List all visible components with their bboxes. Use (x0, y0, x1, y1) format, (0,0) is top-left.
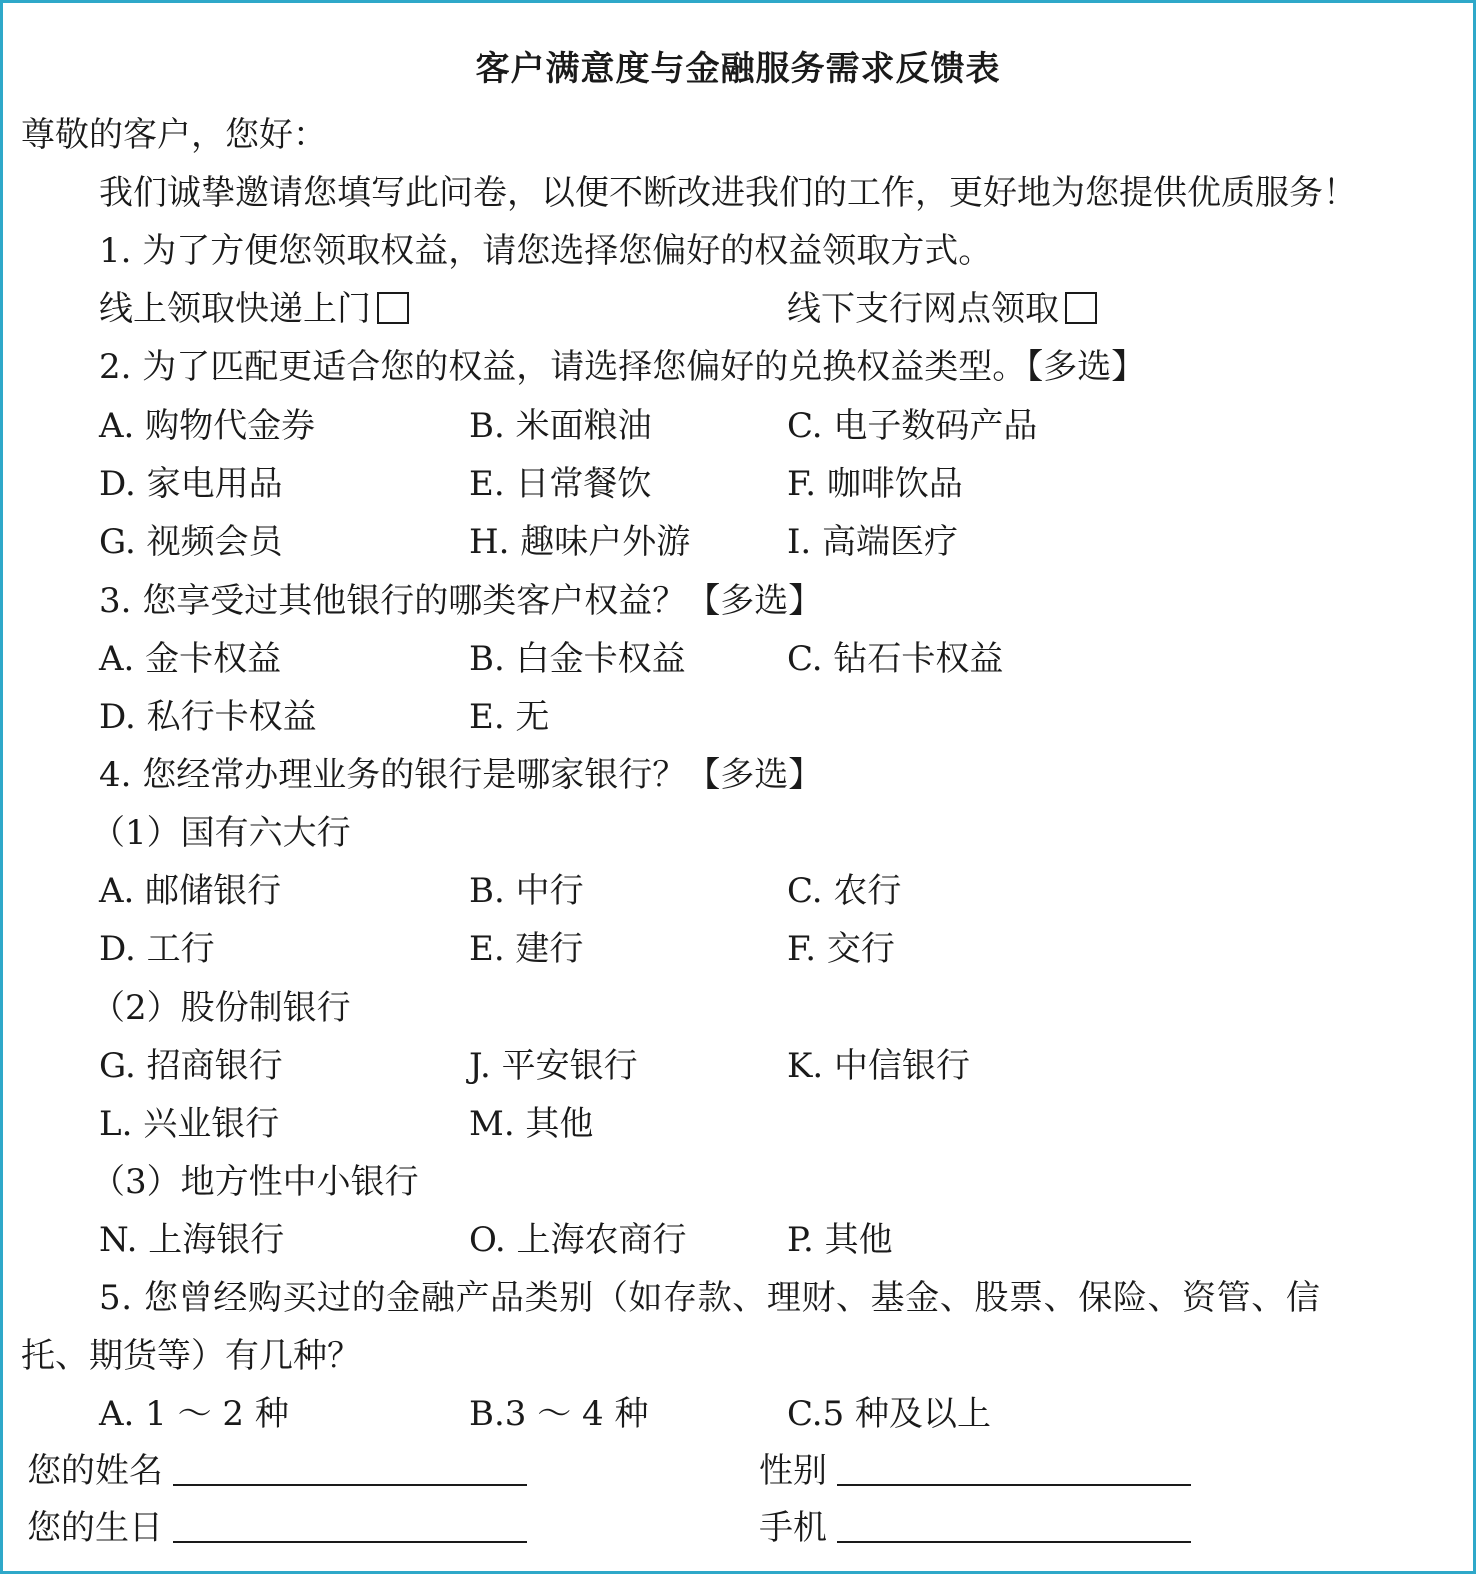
q4-option-k[interactable]: K. 中信银行 (787, 1046, 971, 1086)
birthday-label: 您的生日 (27, 1508, 163, 1548)
phone-field (759, 1506, 1191, 1550)
q4-option-a[interactable]: A. 邮储银行 (99, 871, 282, 911)
q1-option-label: 线上领取快递上门 (99, 289, 371, 329)
q1-option-online[interactable] (99, 287, 409, 331)
form-title: 客户满意度与金融服务需求反馈表 (475, 49, 1001, 89)
q2-option-e[interactable]: E. 日常餐饮 (469, 464, 652, 504)
q5-option-c[interactable]: C.5 种及以上 (787, 1394, 992, 1434)
birthday-input-line[interactable] (173, 1509, 527, 1543)
q4-option-m[interactable]: M. 其他 (469, 1104, 594, 1144)
q4-option-b[interactable]: B. 中行 (469, 871, 584, 911)
q4-group-3: （3）地方性中小银行 (91, 1162, 419, 1202)
q2-option-g[interactable]: G. 视频会员 (99, 522, 283, 562)
q4-group-2: （2）股份制银行 (91, 988, 351, 1028)
q2-option-c[interactable]: C. 电子数码产品 (787, 406, 1038, 446)
checkbox-icon[interactable] (1065, 292, 1097, 324)
q2-option-h[interactable]: H. 趣味户外游 (469, 522, 691, 562)
q2-option-a[interactable]: A. 购物代金券 (99, 406, 316, 446)
q4-option-c[interactable]: C. 农行 (787, 871, 902, 911)
q2-option-b[interactable]: B. 米面粮油 (469, 406, 652, 446)
q4-option-f[interactable]: F. 交行 (787, 929, 895, 969)
gender-input-line[interactable] (837, 1452, 1191, 1486)
q5-option-a[interactable]: A. 1 ～ 2 种 (99, 1394, 289, 1434)
q3-option-b[interactable]: B. 白金卡权益 (469, 639, 686, 679)
question-2: 2. 为了匹配更适合您的权益，请选择您偏好的兑换权益类型。【多选】 (99, 347, 1146, 387)
q3-option-e[interactable]: E. 无 (469, 697, 550, 737)
q5-option-b[interactable]: B.3 ～ 4 种 (469, 1394, 649, 1434)
q2-option-i[interactable]: I. 高端医疗 (787, 522, 959, 562)
q4-option-l[interactable]: L. 兴业银行 (99, 1104, 280, 1144)
q4-option-o[interactable]: O. 上海农商行 (469, 1220, 687, 1260)
q4-option-j[interactable]: J. 平安银行 (469, 1046, 638, 1086)
name-field (27, 1449, 527, 1493)
phone-label: 手机 (759, 1508, 827, 1548)
gender-label: 性别 (759, 1451, 827, 1491)
q2-option-f[interactable]: F. 咖啡饮品 (787, 464, 963, 504)
question-5-line-2: 托、期货等）有几种？ (21, 1336, 361, 1376)
q4-group-1: （1）国有六大行 (91, 813, 351, 853)
q4-option-n[interactable]: N. 上海银行 (99, 1220, 285, 1260)
name-label: 您的姓名 (27, 1451, 163, 1491)
question-1: 1. 为了方便您领取权益，请您选择您偏好的权益领取方式。 (99, 231, 993, 271)
name-input-line[interactable] (173, 1452, 527, 1486)
phone-input-line[interactable] (837, 1509, 1191, 1543)
q2-option-d[interactable]: D. 家电用品 (99, 464, 283, 504)
gender-field (759, 1449, 1191, 1493)
q4-option-g[interactable]: G. 招商银行 (99, 1046, 283, 1086)
q4-option-p[interactable]: P. 其他 (787, 1220, 893, 1260)
q1-option-offline[interactable] (787, 287, 1097, 331)
q3-option-d[interactable]: D. 私行卡权益 (99, 697, 317, 737)
q3-option-c[interactable]: C. 钻石卡权益 (787, 639, 1004, 679)
question-5-line-1: 5. 您曾经购买过的金融产品类别（如存款、理财、基金、股票、保险、资管、信 (99, 1278, 1321, 1318)
birthday-field (27, 1506, 527, 1550)
greeting: 尊敬的客户，您好： (21, 115, 327, 155)
checkbox-icon[interactable] (377, 292, 409, 324)
q1-option-label: 线下支行网点领取 (787, 289, 1059, 329)
question-4: 4. 您经常办理业务的银行是哪家银行？【多选】 (99, 755, 823, 795)
intro-text: 我们诚挚邀请您填写此问卷，以便不断改进我们的工作，更好地为您提供优质服务！ (99, 173, 1357, 213)
question-3: 3. 您享受过其他银行的哪类客户权益？【多选】 (99, 581, 823, 621)
q4-option-e[interactable]: E. 建行 (469, 929, 584, 969)
q3-option-a[interactable]: A. 金卡权益 (99, 639, 282, 679)
q4-option-d[interactable]: D. 工行 (99, 929, 215, 969)
